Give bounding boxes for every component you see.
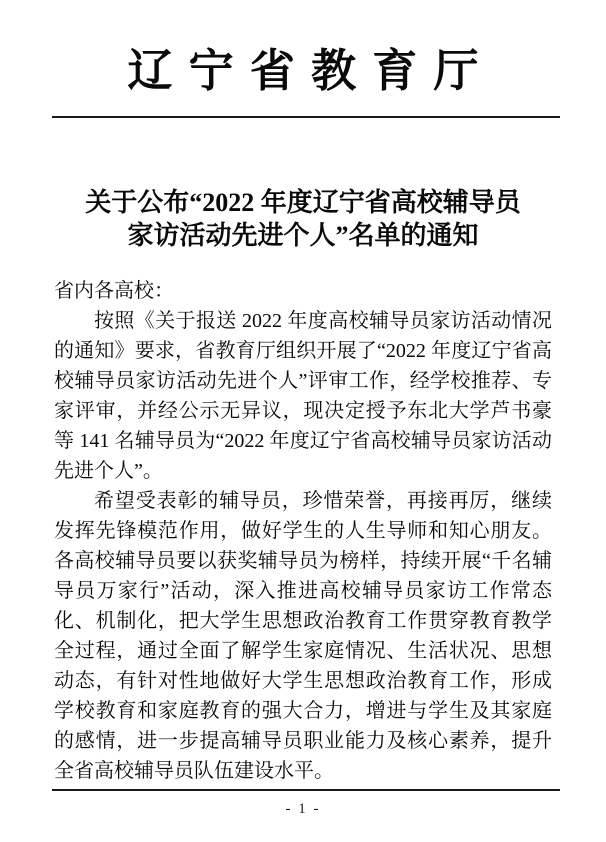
salutation: 省内各高校： xyxy=(54,280,174,302)
paragraph-1: 按照《关于报送 2022 年度高校辅导员家访活动情况的通知》要求，省教育厅组织开展了“2022 年度辽宁省高校辅导员家访活动先进个人”评审工作，经学校推荐、专家评审，并经公示无异议，现决定授予东北大学芦书豪等 141 名辅导员为“2022 年度辽宁省高校辅导员家访活动先进个人”。 xyxy=(54,310,552,482)
notice-body xyxy=(54,276,552,786)
page-number: - 1 - xyxy=(285,801,321,817)
notice-title-line-2: 家访活动先进个人”名单的通知 xyxy=(127,221,479,250)
notice-title xyxy=(0,186,606,252)
notice-title-line-1: 关于公布“2022 年度辽宁省高校辅导员 xyxy=(85,188,521,217)
letterhead-agency-name: 辽宁省教育厅 xyxy=(127,46,495,96)
footer-rule xyxy=(52,789,560,791)
paragraph-2: 希望受表彰的辅导员，珍惜荣誉，再接再厉，继续发挥先锋模范作用，做好学生的人生导师和知心朋友。各高校辅导员要以获奖辅导员为榜样，持续开展“千名辅导员万家行”活动，深入推进高校辅导员家访工作常态化、机制化，把大学生思想政治教育工作贯穿教育教学全过程，通过全面了解学生家庭情况、生活状况、思想动态，有针对性地做好大学生思想政治教育工作，形成学校教育和家庭教育的强大合力，增进与学生及其家庭的感情，进一步提高辅导员职业能力及核心素养，提升全省高校辅导员队伍建设水平。 xyxy=(54,490,552,782)
letterhead-rule xyxy=(52,116,560,118)
